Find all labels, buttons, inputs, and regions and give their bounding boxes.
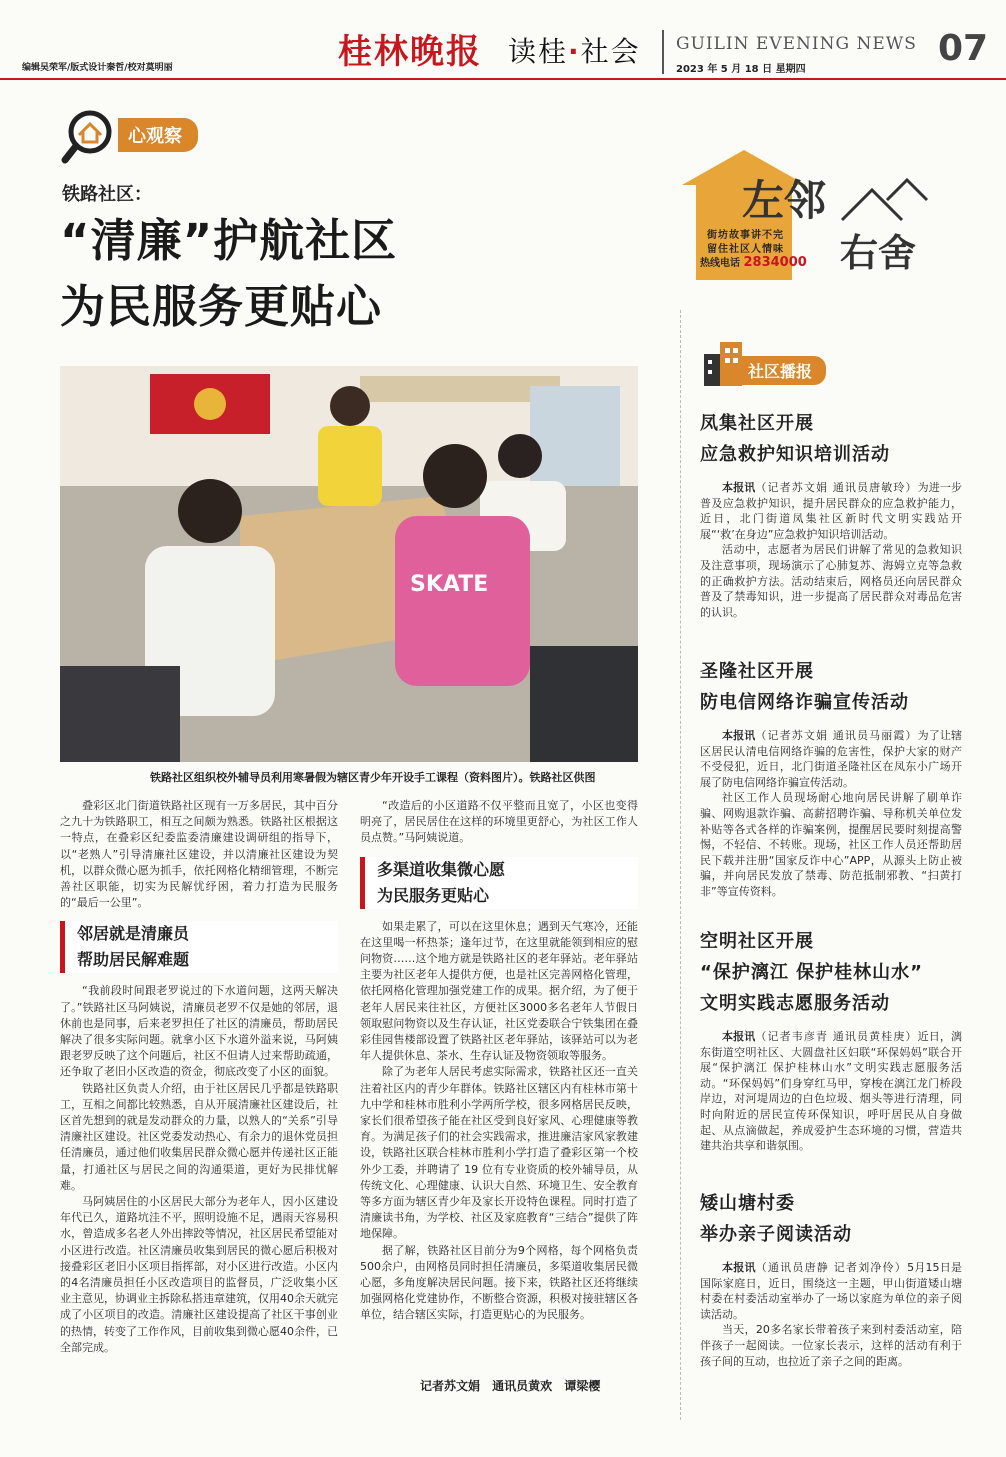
- news-item-3-body: [700, 1029, 962, 1154]
- logo-title-b: 右舍: [840, 230, 917, 275]
- byline: 记者苏文娟 通讯员黄欢 谭梁樱: [420, 1379, 601, 1393]
- news-item-2-p2: 社区工作人员现场耐心地向居民讲解了刷单诈骗、网购退款诈骗、高薪招聘诈骗、导称机关单位发补贴等各式各样的诈骗案例，提醒居民要时刻提高警惕，不轻信、不转账。现场，社区工作人员还帮助居民下载并注册“国家反诈中心”APP，从源头上防止被骗，并向居民发放了禁毒、防范抵制邪教、“扫黄打非”等宣传资料。: [700, 791, 962, 898]
- subheading-2-line2: 为民服务更贴心: [377, 885, 490, 905]
- english-name: GUILIN EVENING NEWS: [676, 34, 917, 54]
- masthead-divider: [662, 30, 664, 74]
- masthead-rule: [0, 78, 1006, 80]
- svg-text:SKATE: SKATE: [410, 572, 489, 597]
- sidebar-section-badge: 社区播报: [740, 356, 826, 385]
- intro-paragraph: 叠彩区北门街道铁路社区现有一万多居民，其中百分之九十为铁路职工，相互之间颇为熟悉。铁路社区根据这一特点，在叠彩区纪委监委清廉建设调研组的指导下，以“老熟人”引导清廉社区建设，并以清廉社区建设为契机，以群众微心愿为抓手，依托网格化精细管理，不断完善社区职能，切实为民解忧纾困，着力打造为民服务的“最后一公里”。: [60, 799, 338, 910]
- editor-credits: 编辑吴荣军/版式设计秦哲/校对莫明丽: [22, 63, 173, 73]
- headline-line2: 为民服务更贴心: [60, 280, 383, 333]
- subheading-1-line2: 帮助居民解难题: [77, 950, 190, 970]
- news-item-2-p1: 为了让辖区居民认清电信网络诈骗的危害性，保护大家的财产不受侵犯，近日，北门街道圣隆社区在凤东小广场开展了防电信网络诈骗宣传活动。: [700, 729, 962, 789]
- column-name: [508, 30, 641, 70]
- logo-title-a: 左邻: [742, 176, 827, 225]
- logo-slogan-1: 街坊故事讲不完: [707, 230, 784, 241]
- feature-photo: [60, 366, 638, 762]
- news-item-1: [700, 408, 962, 620]
- news-item-3-title-3: 文明实践志愿服务活动: [700, 993, 890, 1014]
- news-item-4-lead: 本报讯: [722, 1261, 756, 1274]
- sub2-paragraph-2: 除了为老年人居民考虑实际需求，铁路社区还一直关注着社区内的青少年群体。铁路社区辖区内有桂林市第十九中学和桂林市胜利小学两所学校，很多网格居民反映，家长们很希望孩子能在社区受到良好家风、心理健康等教育。为满足孩子们的社会实践需求，推进廉洁家风家教建设，铁路社区联合桂林市胜利小学打造了叠彩区第一个校外少工委，并聘请了 19 位有专业资质的校外辅导员，从传统文化、心理健康、认识大自然、环境卫生、安全教育等多方面为辖区青少年及家长开设特色课程。同时打造了清廉读书角，为学校、社区及家庭教育“三结合”提供了阵地保障。: [360, 1065, 638, 1241]
- photo-caption: 铁路社区组织校外辅导员利用寒暑假为辖区青少年开设手工课程（资料图片）。铁路社区供图: [150, 771, 596, 784]
- column-name-b: 社会: [580, 35, 641, 68]
- news-item-2-body: [700, 728, 962, 900]
- column-name-a: 读桂: [508, 35, 569, 68]
- news-item-3-reporters: （记者韦彦青 通讯员黄桂庚）: [755, 1030, 918, 1043]
- news-item-3-p1: 近日，漓东街道空明社区、大圆盘社区妇联“环保妈妈”联合开展“保护漓江 保护桂林山水”文明实践志愿服务活动。“环保妈妈”们身穿红马甲，穿梭在漓江龙门桥段岸边，对河堤周边的白色垃圾、烟头等进行清理，同时向附近的居民宣传环保知识，呼吁居民从自身做起、从点滴做起，养成爱护生态环境的习惯，营造共建共治共享和谐氛围。: [700, 1030, 962, 1153]
- newspaper-name: 桂林晚报: [338, 32, 482, 72]
- news-item-2-reporters: （记者苏文娟 通讯员马丽霞）: [755, 729, 918, 742]
- news-item-4: [700, 1188, 962, 1369]
- column-divider: [680, 310, 681, 1420]
- news-item-3-lead: 本报讯: [722, 1030, 756, 1043]
- sub2-paragraph-1: 如果走累了，可以在这里休息；遇到天气寒冷，还能在这里喝一杯热茶；逢年过节，在这里就能领到相应的慰问物资……这个地方就是铁路社区的老年驿站。老年驿站主要为社区老年人提供方便，也是社区完善网格化管理，依托网格化管理加强党建工作的成果。据介绍，为了便于老年人居民来往社区，方便社区3000多名老年人节假日领取慰问物资以及生存认证，社区党委联合宁铁集团在叠彩佳园售楼部设置了铁路社区老年驿站，该驿站可以为老年人提供休息、茶水、生存认证及物资领取等服务。: [360, 919, 638, 1063]
- news-item-4-p2: 当天，20多名家长带着孩子来到村委活动室，陪伴孩子一起阅读。一位家长表示，这样的活动有利于孩子间的互动，也拉近了亲子之间的距离。: [700, 1323, 962, 1368]
- news-item-1-lead: 本报讯: [722, 481, 756, 494]
- news-item-1-body: [700, 480, 962, 620]
- page-number: 07: [938, 28, 989, 69]
- sub1-paragraph-3: 马阿姨居住的小区居民大部分为老年人，因小区建设年代已久，道路坑洼不平，照明设施不足，遇雨天容易积水，曾造成多名老人外出摔跤等情况，社区居民希望能对小区进行改造。社区清廉员收集到居民的微心愿后积极对接叠彩区老旧小区项目指挥部，对小区进行改造。小区内的4名清廉员担任小区改造项目的监督员，广泛收集小区业主意见，协调业主拆除私搭违章建筑，仅用40余天就完成了小区项目的改造。清廉社区建设提高了社区干事创业的热情，转变了工作作风，目前收集到微心愿40余件，已全部完成。: [60, 1195, 338, 1354]
- news-item-2-title-1: 圣隆社区开展: [700, 661, 814, 682]
- news-item-1-title-2: 应急救护知识培训活动: [700, 444, 890, 465]
- sub1-paragraph-1: “我前段时间跟老罗说过的下水道问题，这两天解决了。”铁路社区马阿姨说，清廉员老罗不仅是她的邻居，退休前也是同事，后来老罗担任了社区的清廉员，帮助居民解决了很多实际问题。就拿小区下水道外溢来说，马阿姨跟老罗反映了这个问题后，社区不但请人过来帮助疏通，还争取了老旧小区改造的资金，彻底改变了小区的面貌。: [60, 984, 338, 1079]
- news-item-3-title-2: “保护漓江 保护桂林山水”: [700, 962, 923, 983]
- subheading-1-line1: 邻居就是清廉员: [77, 924, 190, 944]
- news-item-1-p2: 活动中，志愿者为居民们讲解了常见的急救知识及注意事项，现场演示了心肺复苏、海姆立克等急救的正确救护方法。活动结束后，网格员还向居民群众普及了禁毒知识，进一步提高了居民群众对毒品危害的认识。: [700, 543, 962, 619]
- headline: [60, 208, 397, 340]
- hotline-label: 热线电话: [700, 258, 740, 269]
- logo-hotline: [700, 254, 807, 270]
- subheading-1: [60, 921, 338, 973]
- body-column-1: [60, 798, 338, 1356]
- news-item-2: [700, 656, 962, 900]
- news-item-2-lead: 本报讯: [722, 729, 756, 742]
- headline-line1: “清廉”护航社区: [60, 214, 398, 267]
- news-item-3-title-1: 空明社区开展: [700, 931, 814, 952]
- news-item-1-reporters: （记者苏文娟 通讯员唐敏玲）: [755, 481, 918, 494]
- logo-slogan-2: 留住社区人情味: [707, 244, 784, 255]
- subheading-2-line1: 多渠道收集微心愿: [377, 859, 506, 879]
- news-item-4-body: [700, 1260, 962, 1369]
- sub2-paragraph-3: 据了解，铁路社区目前分为9个网格，每个网格负责500余户，由网格员同时担任清廉员，多渠道收集居民微心愿，多角度解决居民问题。接下来，铁路社区还将继续加强网格化党建协作，不断整合资源，积极对接驻辖区各单位，结合辖区实际，打造更贴心的为民服务。: [360, 1243, 638, 1322]
- kicker: 铁路社区：: [62, 184, 152, 205]
- column-dot: ·: [568, 35, 581, 68]
- news-item-4-reporters: （通讯员唐静 记者刘净伶）: [755, 1261, 908, 1274]
- quote-paragraph: “改造后的小区道路不仅平整而且宽了，小区也变得明亮了，居民居住在这样的环境里更舒心，为社区工作人员点赞。”马阿姨说道。: [360, 799, 638, 845]
- hotline-number: 2834000: [743, 255, 807, 270]
- body-column-2: [360, 798, 638, 1324]
- subheading-2: [360, 857, 638, 909]
- sub1-paragraph-2: 铁路社区负责人介绍，由于社区居民几乎都是铁路职工，互相之间都比较熟悉，自从开展清廉社区建设后，社区首先想到的就是发动群众的力量，以熟人的“关系”引导清廉社区建设。社区党委发动热心、有余力的退休党员担任清廉员，通过他们收集居民群众微心愿并传递社区正能量，打通社区与居民之间的沟通渠道，更好为民排忧解难。: [60, 1081, 338, 1192]
- news-item-4-p1: 5月15日是国际家庭日，近日，围绕这一主题，甲山街道矮山塘村委在村委活动室举办了一场以家庭为单位的亲子阅读活动。: [700, 1261, 963, 1321]
- issue-date: 2023 年 5 月 18 日 星期四: [676, 64, 806, 75]
- news-item-4-title-2: 举办亲子阅读活动: [700, 1224, 852, 1245]
- news-item-3: [700, 926, 962, 1154]
- news-item-1-title-1: 凤集社区开展: [700, 413, 814, 434]
- news-item-2-title-2: 防电信网络诈骗宣传活动: [700, 692, 909, 713]
- magnifier-house-icon: [60, 108, 122, 164]
- news-item-1-p1: 为进一步普及应急救护知识，提升居民群众的应急救护能力，近日，北门街道凤集社区新时代文明实践站开展“‘救’在身边”应急救护知识培训活动。: [700, 481, 962, 541]
- news-item-4-title-1: 矮山塘村委: [700, 1193, 795, 1214]
- section-badge: 心观察: [118, 118, 198, 152]
